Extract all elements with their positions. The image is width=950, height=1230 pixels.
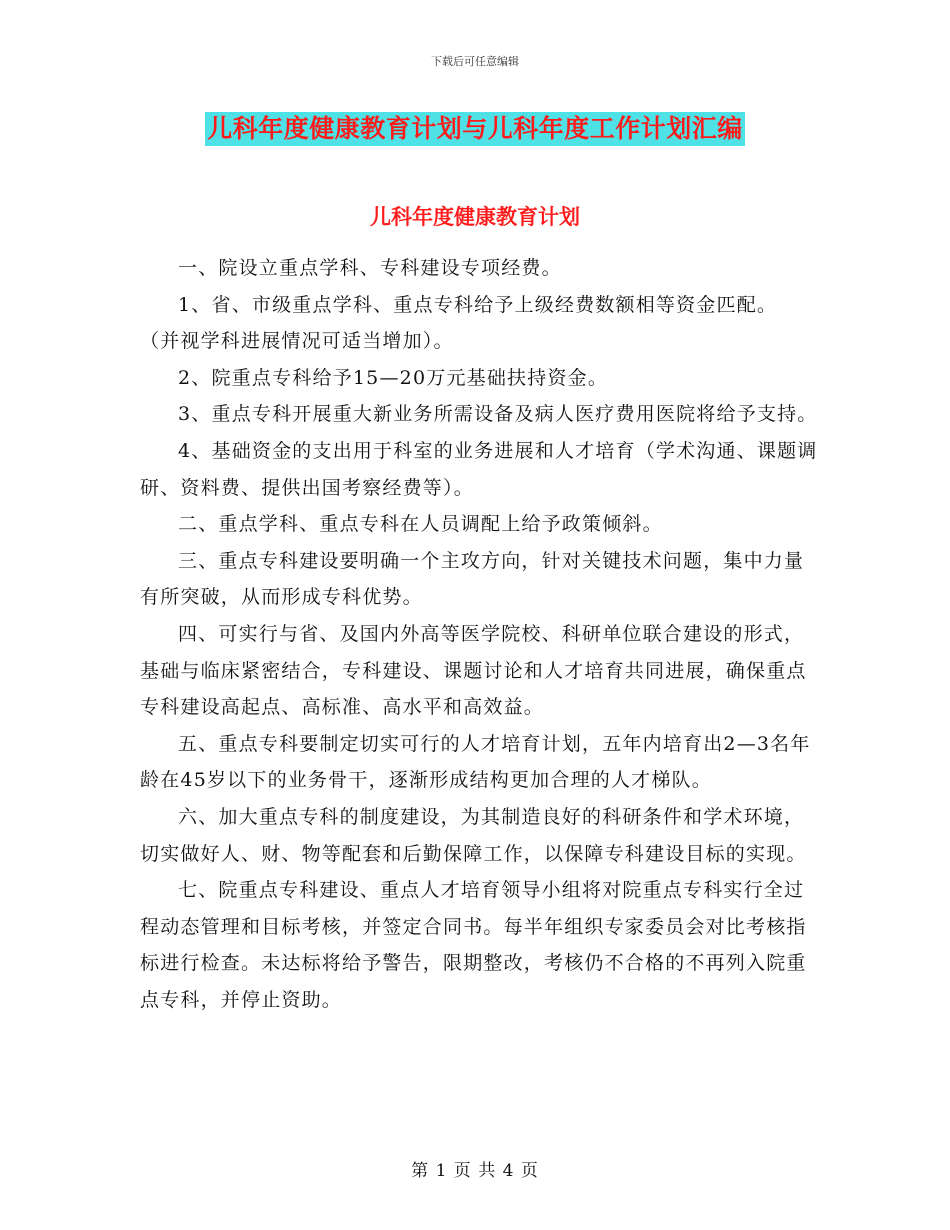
paragraph-8: 三、重点专科建设要明确一个主攻方向，针对关键技术问题，集中力量有所突破，从而形成专科优势。 [140,549,805,609]
paragraph-11: 六、加大重点专科的制度建设，为其制造良好的科研条件和学术环境，切实做好人、财、物等配套和后勤保障工作，以保障专科建设目标的实现。 [140,805,807,865]
paragraph-6: 4、基础资金的支出用于科室的业务进展和人才培育（学术沟通、课题调研、资料费、提供出国考察经费等）。 [140,439,818,499]
document-title-wrapper [0,112,950,146]
paragraph-10: 五、重点专科要制定切实可行的人才培育计划，五年内培育出2—3名年龄在45岁以下的业务骨干，逐渐形成结构更加合理的人才梯队。 [140,732,811,792]
paragraph-4: 2、院重点专科给予15—20万元基础扶持资金。 [178,366,609,389]
download-editable-note: 下载后可任意编辑 [431,55,519,68]
paragraph-1: 一、院设立重点学科、专科建设专项经费。 [178,257,562,279]
paragraph-7: 二、重点学科、重点专科在人员调配上给予政策倾斜。 [178,513,663,536]
page-number-footer: 第 1 页 共 4 页 [411,1161,539,1181]
section-title: 儿科年度健康教育计划 [370,204,580,229]
paragraph-9: 四、可实行与省、及国内外高等医学院校、科研单位联合建设的形式，基础与临床紧密结合，专科建设、课题讨论和人才培育共同进展，确保重点专科建设高起点、高标准、高水平和高效益。 [140,622,807,719]
paragraph-3: （并视学科进展情况可适当增加）。 [140,330,454,353]
paragraph-5: 3、重点专科开展重大新业务所需设备及病人医疗费用医院将给予支持。 [178,403,818,426]
paragraph-2: 1、省、市级重点学科、重点专科给予上级经费数额相等资金匹配。 [178,293,778,316]
document-title: 儿科年度健康教育计划与儿科年度工作计划汇编 [205,112,745,146]
document-body [140,250,820,1018]
paragraph-12: 七、院重点专科建设、重点人才培育领导小组将对院重点专科实行全过程动态管理和目标考核，并签定合同书。每半年组织专家委员会对比考核指标进行检查。未达标将给予警告，限期整改，考核仍不合格的不再列入院重点专科，并停止资助。 [140,879,807,1011]
